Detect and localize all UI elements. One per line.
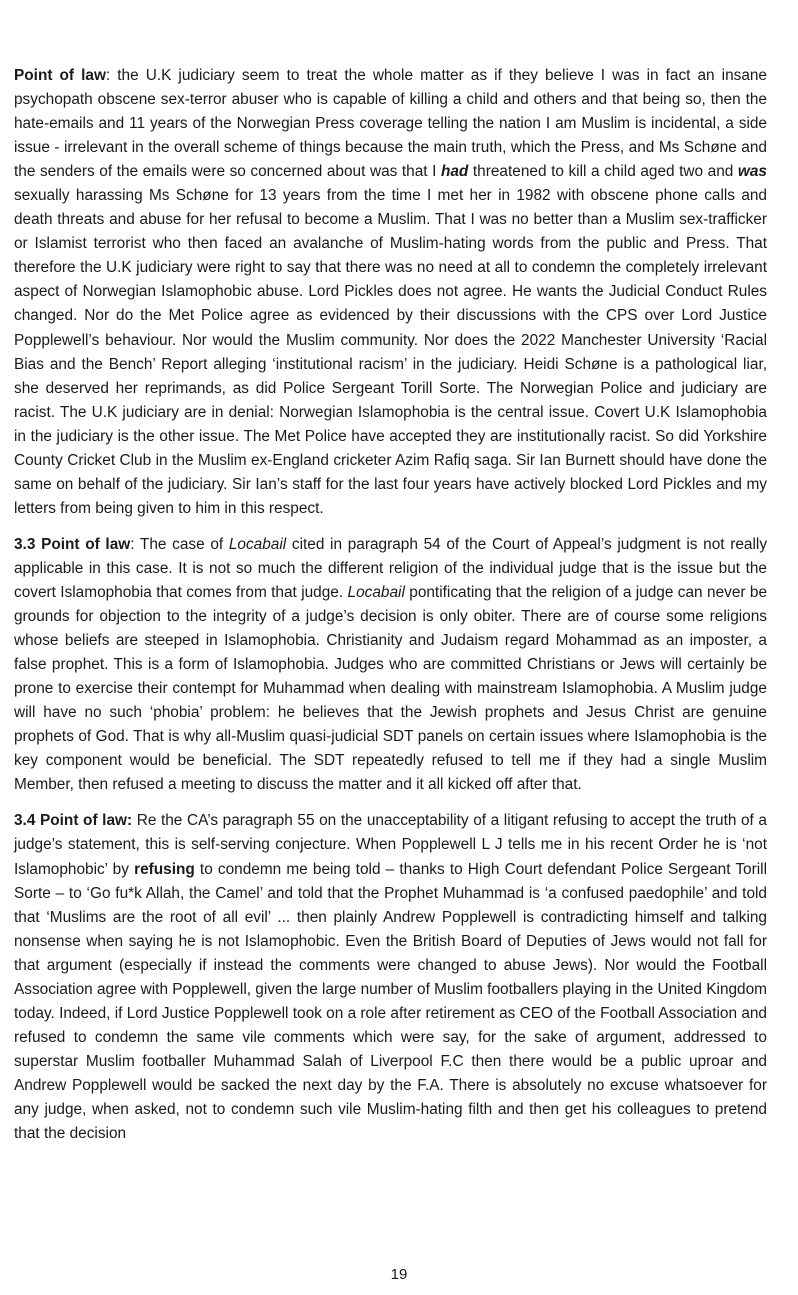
paragraph-heading: Point of law: [14, 67, 106, 84]
paragraph-text: : the U.K judiciary seem to treat the whole matter as if they believe I was in fact an insane psychopath obscene sex-terror abuser who is capable of killing a child and others and that being so, then the hate-emails and 11 years of the Norwegian Press coverage telling the nation I am Muslim is incidental, a side issue - irrelevant in the overall scheme of things because the main truth, which the Press, and Ms Schøne and the senders of the emails were so concerned about was that I: [14, 67, 767, 181]
paragraph-text: to condemn me being told – thanks to High Court defendant Police Sergeant Torill Sorte – to ‘Go fu*k Allah, the Camel’ and told that the Prophet Muhammad is ‘a confused paedophile’ and told that ‘Muslims are the root of all evil’ ... then plainly Andrew Popplewell is contradicting himself and talking nonsense when saying he is not Islamophobic. Even the British Board of Deputies of Jews would not fall for that argument (especially if instead the comments were changed to abuse Jews). Nor would the Football Association agree with Popplewell, given the large number of Muslim footballers playing in the United Kingdom today. Indeed, if Lord Justice Popplewell took on a role after retirement as CEO of the Football Association and refused to condemn the same vile comments which were say, for the sake of argument, addressed to superstar Muslim footballer Muhammad Salah of Liverpool F.C then there would be a public uproar and Andrew Popplewell would be sacked the next day by the F.A. There is absolutely no excuse whatsoever for any judge, when asked, not to condemn such vile Muslim-hating filth and then get his colleagues to pretend that the decision: [14, 860, 768, 1143]
paragraph-text: : The case of: [130, 535, 229, 553]
document-body: [14, 64, 767, 1158]
paragraph-3-3: [14, 533, 767, 798]
paragraph-text: cited in paragraph 54 of the Court of Appeal’s judgment is not really applicable in this case. It is not so much the different religion of the individual judge that is the issue but the covert Islamophobia that comes from that judge.: [14, 535, 768, 601]
paragraph-point-of-law: [14, 64, 767, 521]
paragraph-text: Re the CA’s paragraph 55 on the unacceptability of a litigant refusing to accept the truth of a judge’s statement, this is self-serving conjecture. When Popplewell L J tells me in his recent Order he is ‘not Islamophobic’ by: [14, 812, 767, 878]
paragraph-3-4: [14, 809, 767, 1146]
paragraph-text: sexually harassing Ms Schøne for 13 years from the time I met her in 1982 with obscene phone calls and death threats and abuse for her refusal to become a Muslim. That I was no better than a Muslim sex-trafficker or Islamist terrorist who then faced an avalanche of Muslim-hating words from the public and Press. That therefore the U.K judiciary were right to say that there was no need at all to condemn the completely irrelevant aspect of Norwegian Islamophobic abuse. Lord Pickles does not agree. He wants the Judicial Conduct Rules changed. Nor do the Met Police agree as evidenced by their discussions with the CPS over Lord Justice Popplewell’s behaviour. Nor would the Muslim community. Nor does the 2022 Manchester University ‘Racial Bias and the Bench’ Report alleging ‘institutional racism’ in the judiciary. Heidi Schøne is a pathological liar, she deserved her reprimands, as did Police Sergeant Torill Sorte. The Norwegian Police and judiciary are racist. The U.K judiciary are in denial: Norwegian Islamophobia is the central issue. Covert U.K Islamophobia in the judiciary is the other issue. The Met Police have accepted they are institutionally racist. So did Yorkshire County Cricket Club in the Muslim ex-England cricketer Azim Rafiq saga. Sir Ian Burnett should have done the same on behalf of the judiciary. Sir Ian’s staff for the last four years have actively blocked Lord Pickles and my letters from being given to him in this respect.: [14, 187, 767, 517]
page-number: 19: [390, 1266, 408, 1283]
case-name: Locabail: [228, 535, 287, 553]
case-name: Locabail: [347, 583, 405, 601]
emphasis-text: had: [440, 163, 469, 181]
paragraph-text: pontificating that the religion of a judge can never be grounds for objection to the integrity of a judge’s decision is only obiter. There are of course some religions whose beliefs are steeped in Islamophobia. Christianity and Judaism regard Mohammad as an imposter, a false prophet. This is a form of Islamophobia. Judges who are committed Christians or Jews will certainly be prone to exercise their contempt for Muhammad when dealing with mainstream Islamophobia. A Muslim judge will have no such ‘phobia’ problem: he believes that the Jewish prophets and Jesus Christ are genuine prophets of God. That is why all-Muslim quasi-judicial SDT panels on certain issues where Islamophobia is the key component would be beneficial. The SDT repeatedly refused to tell me if they had a single Muslim Member, then refused a meeting to discuss the matter and it all kicked off after that.: [14, 583, 768, 794]
paragraph-text: threatened to kill a child aged two and: [468, 163, 738, 181]
emphasis-text: refusing: [134, 860, 195, 878]
emphasis-text: was: [737, 163, 767, 181]
paragraph-heading: 3.4 Point of law:: [14, 812, 133, 830]
paragraph-heading: 3.3 Point of law: [14, 535, 131, 553]
